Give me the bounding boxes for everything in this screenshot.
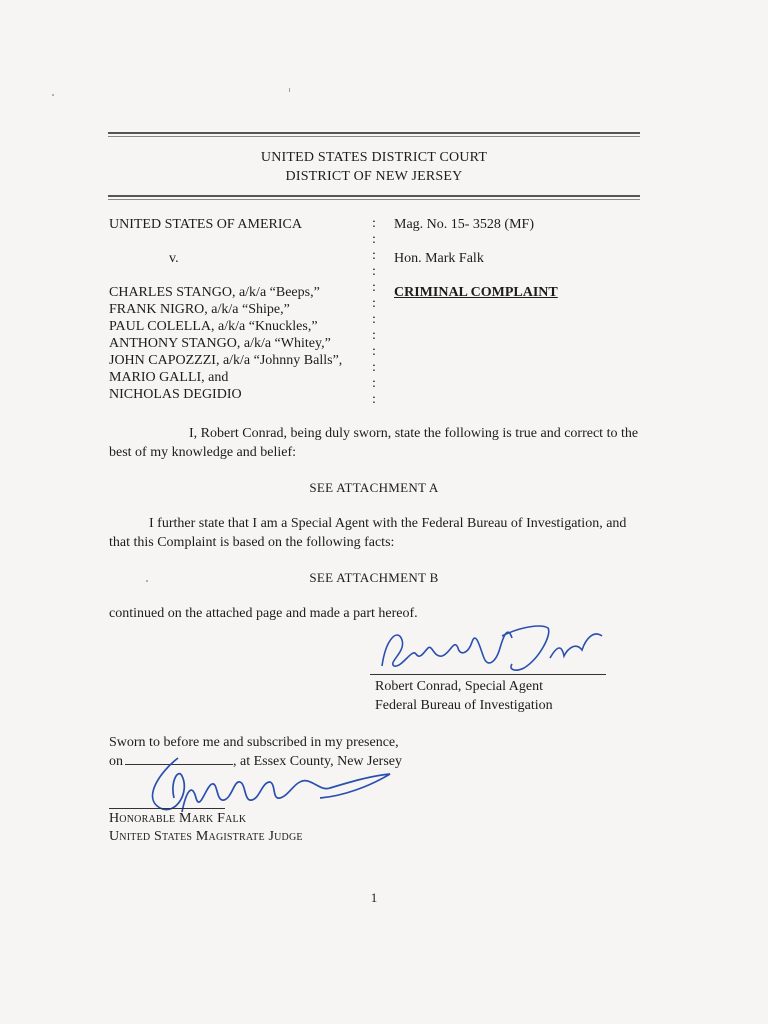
- header-rule-thin: [108, 136, 640, 137]
- defendant: JOHN CAPOZZZI, a/k/a “Johnny Balls”,: [109, 353, 343, 368]
- colon: :: [372, 360, 376, 375]
- judge-title: United States Magistrate Judge: [109, 829, 303, 844]
- agent-name: Robert Conrad, Special Agent: [375, 679, 543, 694]
- agent-statement-paragraph: I further state that I am a Special Agent with the Federal Bureau of Investigation, and that this Complaint is based on the following facts:: [109, 516, 627, 550]
- caption-rule-thin: [108, 199, 640, 200]
- sworn-location: , at Essex County, New Jersey: [233, 754, 403, 769]
- colon: :: [372, 312, 376, 327]
- agent-signature-scrawl: [372, 618, 612, 678]
- colon: :: [372, 216, 376, 231]
- plaintiff: UNITED STATES OF AMERICA: [109, 217, 302, 232]
- colon: :: [372, 376, 376, 391]
- defendant: MARIO GALLI, and: [109, 370, 229, 385]
- versus: v.: [169, 251, 179, 266]
- judge-name: Hon. Mark Falk: [394, 251, 484, 266]
- court-heading: [108, 148, 640, 186]
- magistrate-number: Mag. No. 15- 3528 (MF): [394, 217, 534, 232]
- judge-signature-block: [109, 810, 303, 846]
- scan-speck: [289, 88, 290, 92]
- sworn-on-label: on: [109, 754, 123, 769]
- defendant: PAUL COLELLA, a/k/a “Knuckles,”: [109, 319, 318, 334]
- colon: :: [372, 248, 376, 263]
- defendant: CHARLES STANGO, a/k/a “Beeps,”: [109, 285, 320, 300]
- colon: :: [372, 392, 376, 407]
- document-type: CRIMINAL COMPLAINT: [394, 285, 558, 300]
- court-district: DISTRICT OF NEW JERSEY: [285, 169, 463, 184]
- judge-name-signature: Honorable Mark Falk: [109, 811, 247, 826]
- defendant: FRANK NIGRO, a/k/a “Shipe,”: [109, 302, 290, 317]
- sworn-line: Sworn to before me and subscribed in my presence,: [109, 735, 399, 750]
- agent-agency: Federal Bureau of Investigation: [375, 698, 553, 713]
- defendant: ANTHONY STANGO, a/k/a “Whitey,”: [109, 336, 331, 351]
- defendant: NICHOLAS DEGIDIO: [109, 387, 242, 402]
- case-caption-parties: [109, 216, 342, 403]
- colon: :: [372, 232, 376, 247]
- colon: :: [372, 264, 376, 279]
- colon: :: [372, 280, 376, 295]
- attachment-a-label: SEE ATTACHMENT A: [309, 480, 439, 495]
- continued-note: continued on the attached page and made a part hereof.: [109, 606, 418, 621]
- page-number: 1: [370, 890, 378, 905]
- agent-signature-line: [370, 674, 606, 675]
- header-rule: [108, 132, 640, 134]
- court-name: UNITED STATES DISTRICT COURT: [260, 150, 488, 165]
- colon: :: [372, 296, 376, 311]
- caption-colon-column: [370, 216, 378, 408]
- colon: :: [372, 344, 376, 359]
- agent-signature-block: [375, 677, 553, 715]
- attachment-b-label: SEE ATTACHMENT B: [309, 570, 439, 585]
- judge-signature-line: [109, 808, 225, 809]
- affirmation-paragraph: I, Robert Conrad, being duly sworn, state the following is true and correct to the best of my knowledge and belief:: [109, 426, 639, 460]
- case-caption-details: [394, 216, 558, 301]
- scan-speck: [52, 94, 54, 96]
- caption-rule: [108, 195, 640, 197]
- colon: :: [372, 328, 376, 343]
